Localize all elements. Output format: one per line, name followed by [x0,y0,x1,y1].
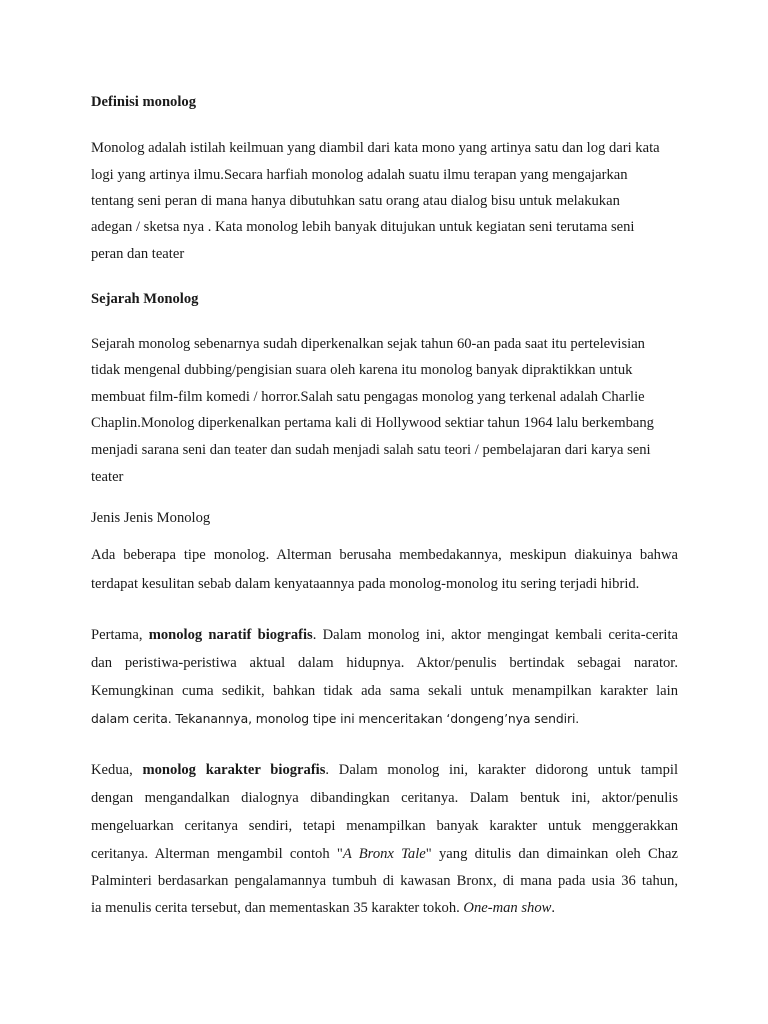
paragraph-pertama-line-2: dan peristiwa-peristiwa aktual dalam hidupnya. Aktor/penulis bertindak sebagai narator. [91,655,678,671]
kedua-l4-prefix: ceritanya. Alterman mengambil contoh " [91,846,343,862]
kedua-title-italic: A Bronx Tale [342,846,426,862]
one-man-show-italic: One-man show [463,900,552,916]
paragraph-sejarah-line-4: Chaplin.Monolog diperkenalkan pertama kali di Hollywood sektiar tahun 1964 lalu berkembang [91,415,654,431]
paragraph-pertama-line-4: dalam cerita. Tekanannya, monolog tipe ini menceritakan ‘dongeng’nya sendiri. [91,711,580,726]
paragraph-kedua-line-4 [91,845,678,863]
paragraph-definisi-line-3: tentang seni peran di mana hanya dibutuhkan satu orang atau dialog bisu untuk melakukan [91,193,620,209]
paragraph-sejarah-line-5: menjadi sarana seni dan teater dan sudah menjadi salah satu teori / pembelajaran dari karya seni [91,442,651,458]
paragraph-kedua-line-5: Palminteri berdasarkan pengalamannya tumbuh di kawasan Bronx, di mana pada usia 36 tahun, [91,873,678,889]
paragraph-pertama-line-1 [91,626,678,644]
paragraph-definisi-line-2: logi yang artinya ilmu.Secara harfiah monolog adalah suatu ilmu terapan yang mengajarkan [91,167,628,183]
heading-sejarah: Sejarah Monolog [91,291,199,307]
paragraph-kedua-line-1 [91,761,678,779]
paragraph-kedua-line-3: mengeluarkan ceritanya sendiri, tetapi menampilkan banyak karakter untuk menggerakkan [91,818,678,834]
heading-jenis: Jenis Jenis Monolog [91,510,211,526]
paragraph-sejarah-line-3: membuat film-film komedi / horror.Salah satu pengagas monolog yang terkenal adalah Charlie [91,389,645,405]
kedua-l6-prefix: ia menulis cerita tersebut, dan mementaskan 35 karakter tokoh. [91,900,464,916]
kedua-term: monolog karakter biografis [142,762,326,778]
paragraph-definisi-line-1: Monolog adalah istilah keilmuan yang diambil dari kata mono yang artinya satu dan log dari kata [91,140,660,156]
kedua-l4-suffix: " yang ditulis dan dimainkan oleh Chaz [425,846,678,862]
paragraph-sejarah-line-2: tidak mengenal dubbing/pengisian suara oleh karena itu monolog banyak dipraktikkan untuk [91,362,633,378]
kedua-suffix: . Dalam monolog ini, karakter didorong untuk tampil [325,762,678,778]
paragraph-sejarah-line-6: teater [91,469,124,485]
kedua-prefix: Kedua, [91,762,143,778]
kedua-l6-suffix: . [551,900,556,916]
heading-definisi: Definisi monolog [91,94,196,110]
paragraph-jenis-line-2: terdapat kesulitan sebab dalam kenyataannya pada monolog-monolog itu sering terjadi hibrid. [91,576,640,592]
paragraph-pertama-line-3: Kemungkinan cuma sedikit, bahkan tidak ada sama sekali untuk menampilkan karakter lain [91,683,678,699]
paragraph-kedua-line-6 [91,899,555,917]
pertama-term: monolog naratif biografis [148,627,313,643]
pertama-suffix: . Dalam monolog ini, aktor mengingat kembali cerita-cerita [312,627,678,643]
paragraph-definisi-line-4: adegan / sketsa nya . Kata monolog lebih banyak ditujukan untuk kegiatan seni terutama seni [91,219,635,235]
paragraph-jenis-line-1: Ada beberapa tipe monolog. Alterman berusaha membedakannya, meskipun diakuinya bahwa [91,547,678,563]
paragraph-kedua-line-2: dengan mengandalkan dialognya dibandingkan ceritanya. Dalam bentuk ini, aktor/penulis [91,790,678,806]
pertama-prefix: Pertama, [91,627,149,643]
paragraph-definisi-line-5: peran dan teater [91,246,185,262]
paragraph-sejarah-line-1: Sejarah monolog sebenarnya sudah diperkenalkan sejak tahun 60-an pada saat itu pertelevisian [91,336,645,352]
